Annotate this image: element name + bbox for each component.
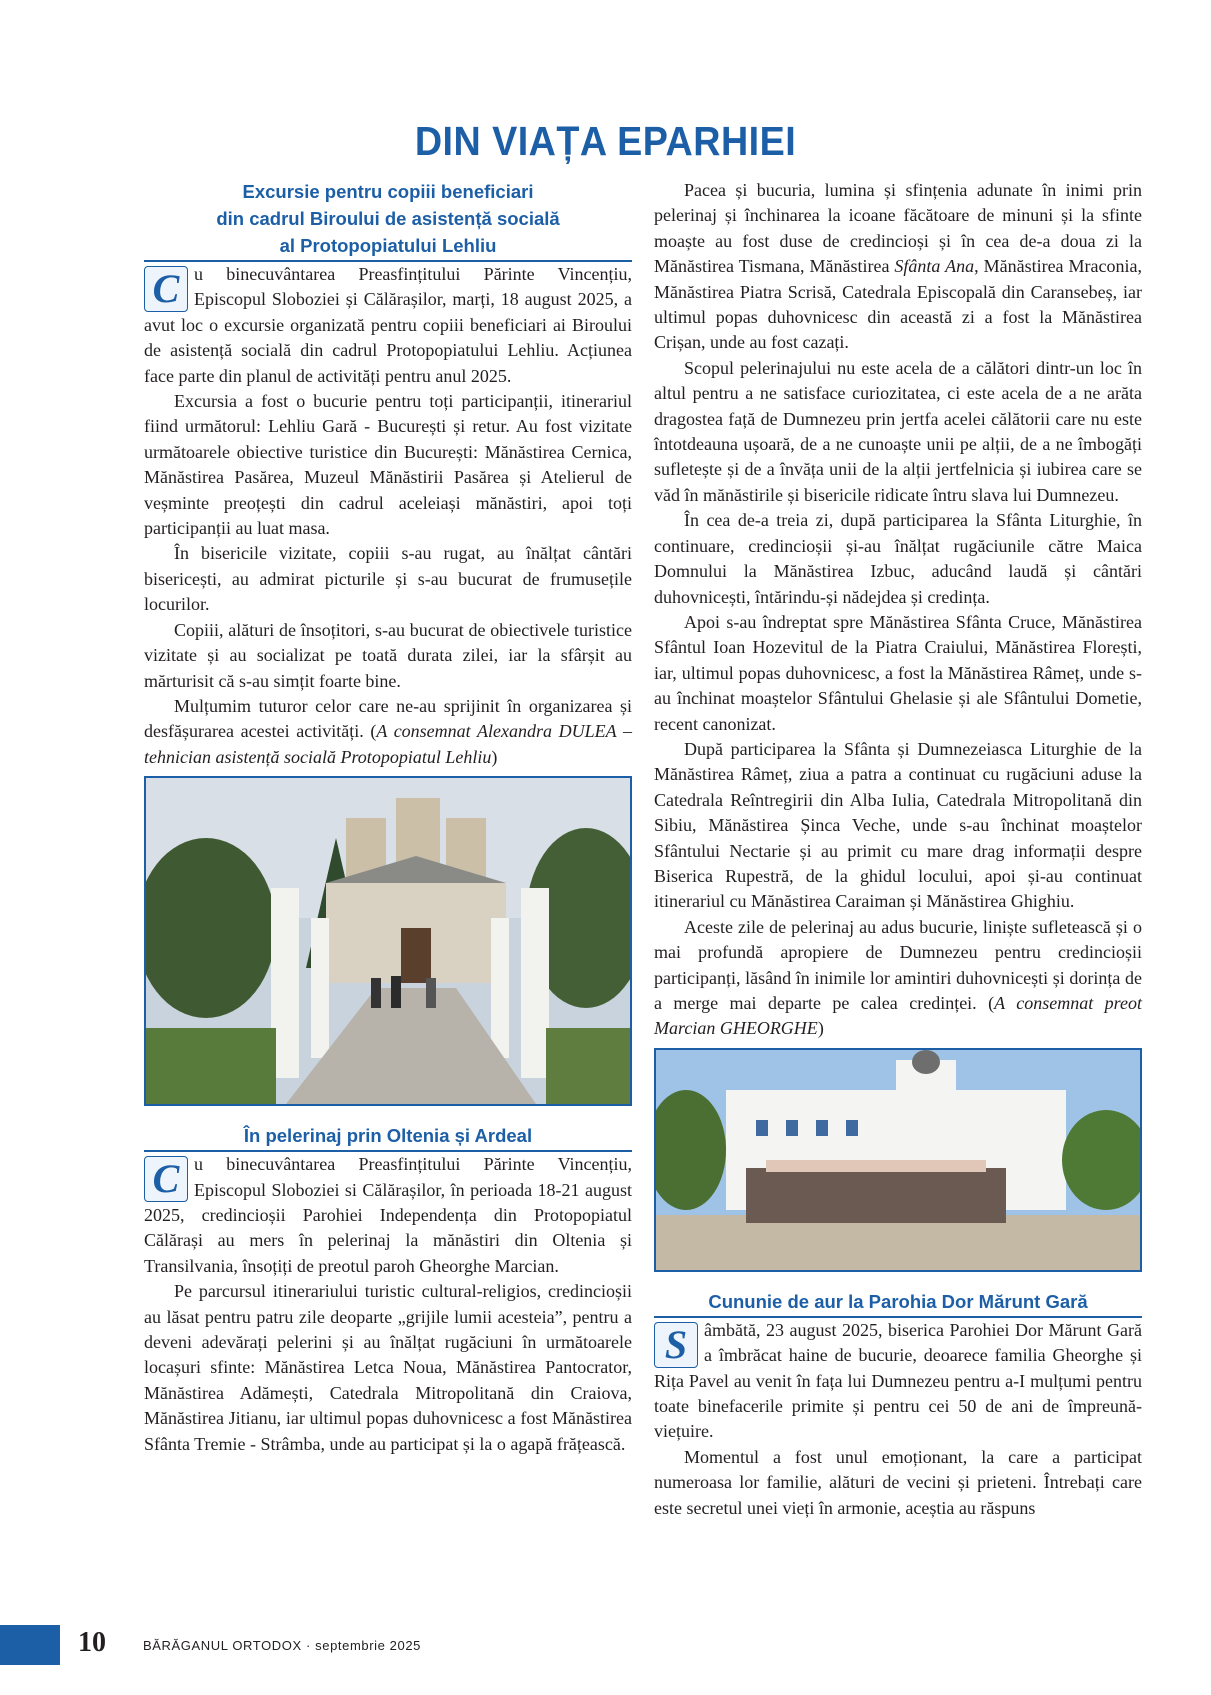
article-2-paragraph: După participarea la Sfânta și Dumnezeiasca Liturghie de la Mănăstirea Râmeț, ziua a patra a continuat cu rugăciuni aduse la Catedrala Reîntregirii din Alba Iulia, Catedrala Mitropolitană din Sibiu, Mănăstirea Șinca Veche, unde s-au închinat moaștelor Sfântului Nectarie și au primit cu mare drag informații despre Biserica Rupestră, de la ghidul locului, apoi și-au continuat itinerariul cu Mănăstirea Caraiman și Mănăstirea Ghighiu. <box>654 738 1142 912</box>
article-2-paragraph: Apoi s-au îndreptat spre Mănăstirea Sfânta Cruce, Mănăstirea Sfântul Ioan Hozevitul de la Piatra Craiului, Mănăstirea Florești, iar, ultimul popas duhovnicesc, a fost la Mănăstirea Râmeț, unde s-au închinat moaștelor Sfântului Ghelasie și ale Sfântului Dometie, recent canonizat. <box>654 611 1142 734</box>
article-1-paragraph: Excursia a fost o bucurie pentru toți participanții, itinerariul fiind următorul: Lehliu Gară - București și retur. Au fost vizitate următoarele obiective turistice din București: Mănăstirea Cernica, Mănăstirea Pasărea, Muzeul Mănăstirii Pasărea și Atelierul de veșminte preoțești din cadrul aceleiași mănăstiri, apoi toți participanții au luat masa. <box>144 391 632 539</box>
page-title: DIN VIAȚA EPARHIEI <box>414 118 797 164</box>
article-2-paragraph: În cea de-a treia zi, după participarea la Sfânta Liturghie, în continuare, credincioșii și-au înălțat rugăciunile către Maica Domnului la Mănăstirea Izbuc, aducând laudă și cântări duhovnicești, întărindu-și nădejdea și credința. <box>654 510 1142 607</box>
right-column <box>654 178 1142 1521</box>
page-footer <box>0 1625 1211 1665</box>
article-3-title: Cununie de aur la Parohia Dor Mărunt Gară <box>654 1288 1142 1318</box>
article-1-paragraph: C u binecuvântarea Preasfințitului Părinte Vincențiu, Episcopul Sloboziei și Călărașilor, marți, 18 august 2025, a avut loc o excursie organizată pentru copiii beneficiari ai Biroului de asistență socială din cadrul Protopopiatului Lehliu. Acțiunea face parte din planul de activități pentru anul 2025. <box>144 264 632 386</box>
article-1-paragraph: Copiii, alături de însoțitori, s-au bucurat de obiectivele turistice vizitate și au socializat pe toată durata zilei, iar la sfârșit au mărturisit că s-au simțit foarte bine. <box>144 619 632 691</box>
issue-date: septembrie 2025 <box>315 1638 421 1653</box>
dropcap: C <box>144 1156 188 1202</box>
article-3-paragraph: S âmbătă, 23 august 2025, biserica Parohiei Dor Mărunt Gară a îmbrăcat haine de bucurie, deoarece familia Gheorghe și Rița Pavel au venit în fața lui Dumnezeu pentru a-I mulțumi pentru toate binefacerile primite și pentru cei 50 de ani de împreună-viețuire. <box>654 1319 1142 1442</box>
article-1-paragraph: Mulțumim tuturor celor care ne-au sprijinit în organizarea și desfășurarea acestei activități. (A consemnat Alexandra DULEA – tehnician asistență socială Protopopiatul Lehliu) <box>144 695 632 767</box>
article-2-credit: A consemnat preot Marcian GHEORGHE <box>654 993 1142 1039</box>
group-photo <box>654 1048 1142 1272</box>
church-photo-image <box>146 778 630 1104</box>
article-2-paragraph: Pe parcursul itinerariului turistic cultural-religios, credincioșii au lăsat pentru patru zile deoparte „grijile lumii acesteia”, pentru a deveni adevărați pelerini și au înălțat rugăciuni în următoarele locașuri sfinte: Mănăstirea Letca Noua, Mănăstirea Pantocrator, Mănăstirea Adămești, Catedrala Mitropolitană din Craiova, Mănăstirea Jitianu, iar ultimul popas duhovnicesc a fost Mănăstirea Sfânta Tremie - Strâmba, unde au participat și la o agapă frățească. <box>144 1281 632 1454</box>
article-3-paragraph: Momentul a fost unul emoționant, la care a participat numeroasa lor familie, alături de vecini și prieteni. Întrebați care este secretul unei vieți în armonie, aceștia au răspuns <box>654 1446 1142 1518</box>
footer-accent-bar <box>0 1625 60 1665</box>
article-1-title-line: al Protopopiatului Lehliu <box>279 235 497 256</box>
article-1-credit: A consemnat Alexandra DULEA – tehnician asistență socială Protopopiatul Lehliu <box>144 721 632 767</box>
article-1-title-line: din cadrul Biroului de asistență socială <box>216 208 560 229</box>
article-1-paragraph: În bisericile vizitate, copiii s-au rugat, au înălțat cântări bisericești, au admirat picturile și s-au bucurat de frumusețile locurilor. <box>144 543 632 615</box>
dropcap: C <box>144 266 188 312</box>
dropcap: S <box>654 1322 698 1368</box>
left-column <box>144 178 632 1457</box>
group-photo-image <box>656 1050 1140 1270</box>
article-2-paragraph: C u binecuvântarea Preasfințitului Părinte Vincențiu, Episcopul Sloboziei si Călărașilor, în perioada 18-21 august 2025, credincioșii Parohiei Independența din Protopopiatul Călărași au mers în pelerinaj la mănăstiri din Oltenia și Transilvania, însoțiți de preotul paroh Gheorghe Marcian. <box>144 1154 632 1276</box>
publication-name: BĂRĂGANUL ORTODOX <box>143 1638 302 1653</box>
article-2-paragraph: Pacea și bucuria, lumina și sfințenia adunate în inimi prin pelerinaj și închinarea la icoane făcătoare de minuni și la sfinte moaște au fost duse de credincioși și în cea de-a doua zi la Mănăstirea Tismana, Mănăstirea Sfânta Ana, Mănăstirea Mraconia, Mănăstirea Piatra Scrisă, Catedrala Episcopală din Caransebeș, iar ultimul popas duhovnicesc din această zi a fost la Mănăstirea Crișan, unde au fost cazați. <box>654 180 1143 353</box>
article-1-title <box>144 178 632 262</box>
article-1-title-line: Excursie pentru copiii beneficiari <box>242 181 534 202</box>
page-number: 10 <box>78 1627 106 1658</box>
publication-info: BĂRĂGANUL ORTODOX · septembrie 2025 <box>143 1638 421 1653</box>
article-2-title: În pelerinaj prin Oltenia și Ardeal <box>144 1122 632 1152</box>
article-2-paragraph: Scopul pelerinajului nu este acela de a călători dintr-un loc în altul pentru a ne satisface curiozitatea, ci este acela de a ne arăta dragostea față de Dumnezeu prin jertfa acelei călătorii care nu este întotdeauna ușoară, de a ne cunoaște unii pe alții, de a ne îmbogăți sufletește și de a învăța unii de la alții jertfelnicia și iubirea care se văd în mănăstirile și bisericile ridicate întru slava lui Dumnezeu. <box>654 357 1142 505</box>
article-2-paragraph: Aceste zile de pelerinaj au adus bucurie, liniște sufletească și o mai profundă apropiere de Dumnezeu pentru credincioșii participanți, lăsând în inimile lor amintiri duhovnicești și dorința de a merge mai departe pe calea credinței. (A consemnat preot Marcian GHEORGHE) <box>654 916 1142 1039</box>
church-photo <box>144 776 632 1106</box>
